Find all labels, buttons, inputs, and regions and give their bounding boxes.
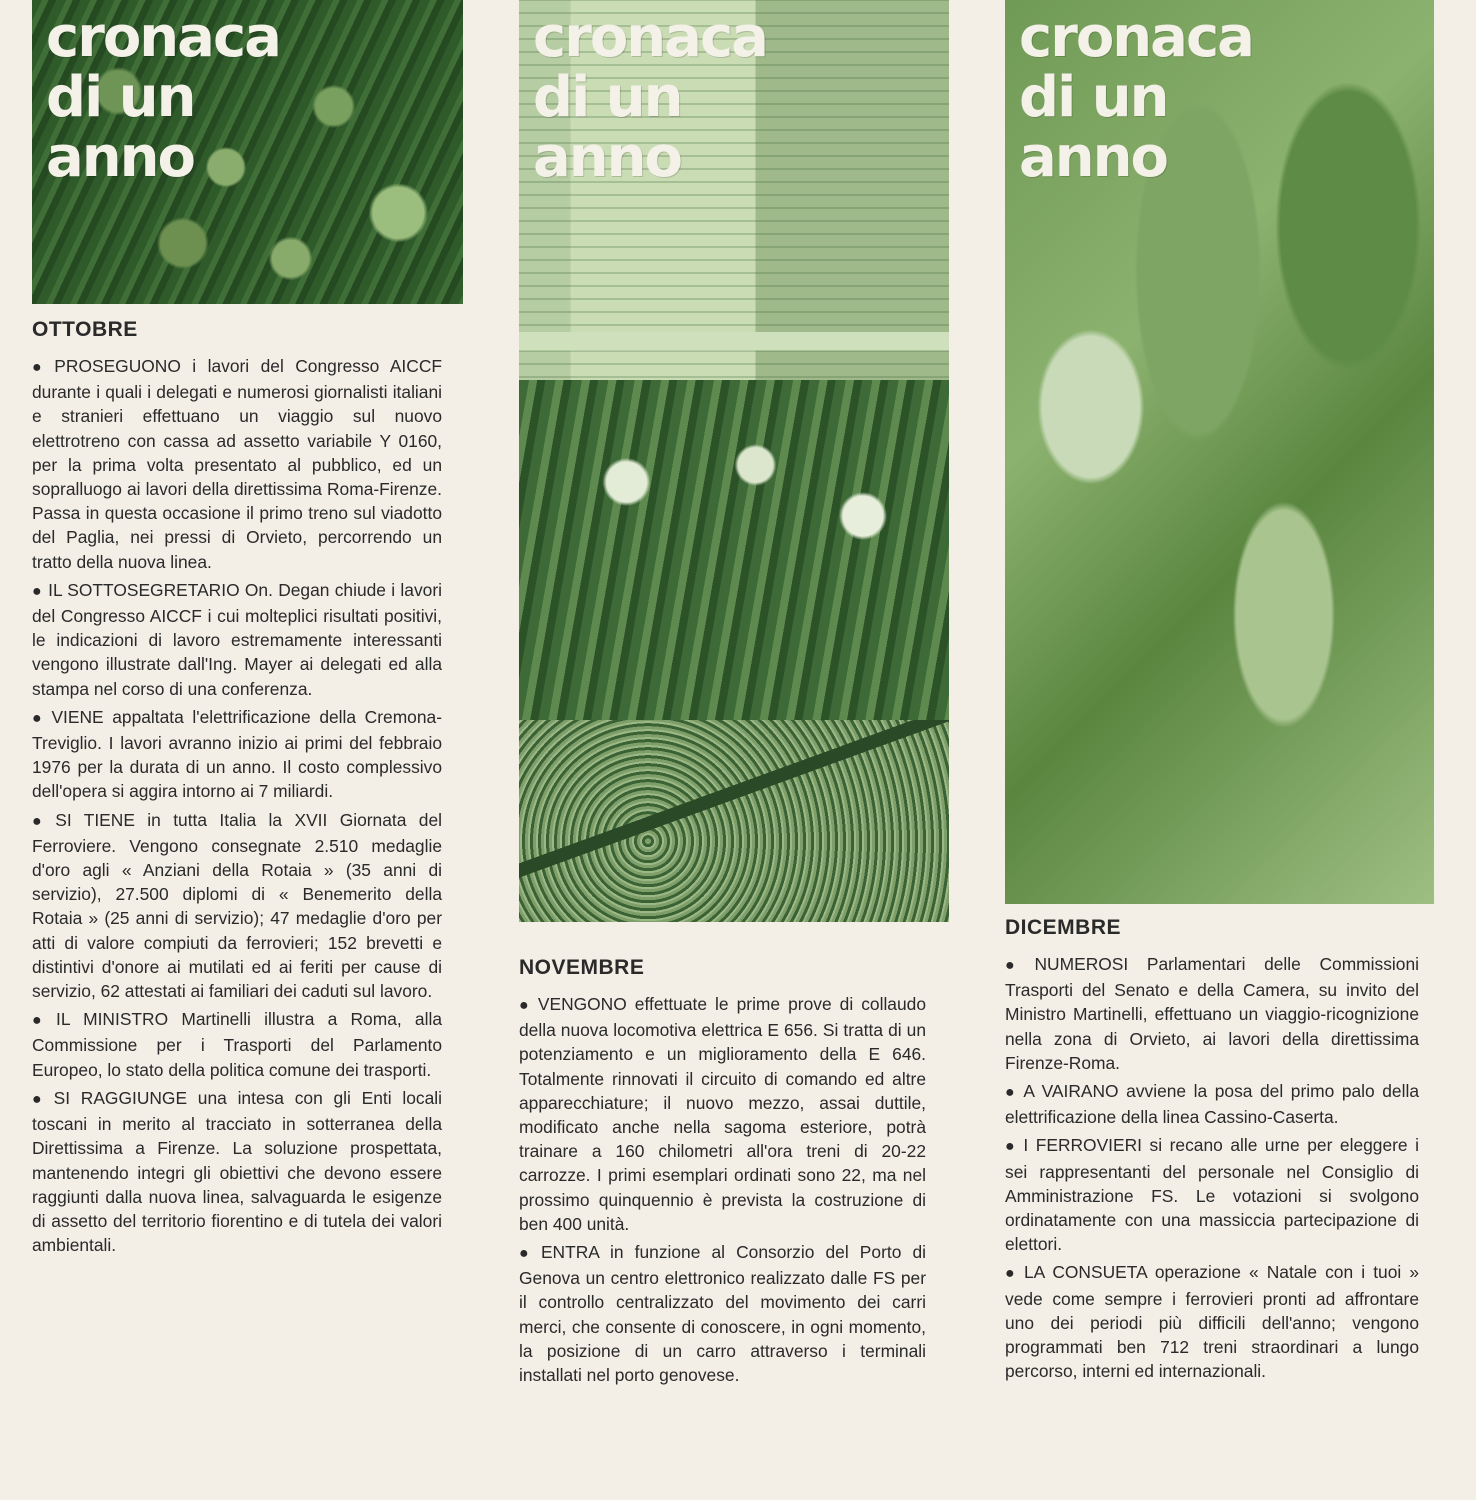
news-item: ● IL SOTTOSEGRETARIO On. Degan chiude i lavori del Congresso AICCF i cui molteplici risultati positivi, le indicazioni di lavoro estremamente interessanti vengono illustrate dall'Ing. Mayer ai delegati ed alla stampa nel corso di una conferenza. bbox=[32, 579, 442, 699]
news-item: ● LA CONSUETA operazione « Natale con i tuoi » vede come sempre i ferrovieri pronti ad affrontare uno dei periodi più difficili dell'anno; vengono programmati ben 712 treni straordinari a lungo percorso, interni ed internazionali. bbox=[1005, 1262, 1419, 1382]
news-item: ● PROSEGUONO i lavori del Congresso AICCF durante i quali i delegati e numerosi giornalisti italiani e stranieri effettuano un viaggio sul nuovo elettrotreno con cassa ad assetto variabile Y 0160, per la prima volta presentato al pubblico, ed un sopralluogo ai lavori della direttissima Roma-Firenze. Passa in questa occasione il primo treno sul viadotto del Paglia, nei pressi di Orvieto, percorrendo un tratto della nuova linea. bbox=[32, 356, 442, 572]
month-heading: NOVEMBRE bbox=[519, 956, 645, 979]
photo-coupling-detail bbox=[1005, 0, 1434, 904]
bullet-icon: ● bbox=[32, 709, 46, 727]
column-ottobre bbox=[32, 318, 442, 1261]
news-item: ● VIENE appaltata l'elettrificazione della Cremona-Treviglio. I lavori avranno inizio ai primi del febbraio 1976 per la durata di un anno. Il costo complessivo dell'opera si aggira intorno ai 7 miliardi. bbox=[32, 706, 442, 802]
bullet-icon: ● bbox=[32, 812, 50, 830]
month-heading: DICEMBRE bbox=[1005, 916, 1122, 939]
crowd-image bbox=[519, 380, 949, 720]
bullet-icon: ● bbox=[1005, 1084, 1018, 1102]
bullet-icon: ● bbox=[1005, 957, 1029, 974]
track-image bbox=[519, 720, 949, 922]
column-novembre bbox=[519, 956, 926, 1391]
news-item: ● ENTRA in funzione al Consorzio del Porto di Genova un centro elettronico realizzato dalle FS per il controllo centralizzato del movimento dei carri merci, che consente di conoscere, in ogni momento, la posizione di un carro attraverso i terminali installati nel porto genovese. bbox=[519, 1242, 926, 1386]
bullet-icon: ● bbox=[519, 997, 532, 1014]
bullet-icon: ● bbox=[32, 582, 43, 600]
column-dicembre bbox=[1005, 916, 1419, 1387]
news-item: ● SI TIENE in tutta Italia la XVII Giornata del Ferroviere. Vengono consegnate 2.510 medaglie d'oro agli « Anziani della Rotaia » (35 anni di servizio), 27.500 diplomi di « Benemerito della Rotaia » (25 anni di servizio); 47 medaglie d'oro per atti di valore compiuti da ferrovieri; 152 brevetti e distintivi d'onore ai mutilati ed ai feriti per cause di servizio, 62 attestati ai familiari dei caduti sul lavoro. bbox=[32, 809, 442, 1002]
bullet-icon: ● bbox=[519, 1245, 535, 1263]
news-item: ● VENGONO effettuate le prime prove di collaudo della nuova locomotiva elettrica E 656. Si tratta di un potenziamento e un miglioramento della E 646. Totalmente rinnovati il circuito di comando ed altre apparecchiature; il nuovo mezzo, assai duttile, modificato anche nella sagoma esteriore, potrà trainare a 160 chilometri all'ora treni di 20-22 carrozze. I primi esemplari ordinati sono 22, ma nel prossimo quinquennio è prevista la costruzione di ben 400 unità. bbox=[519, 994, 926, 1234]
news-item: ● SI RAGGIUNGE una intesa con gli Enti locali toscani in merito al tracciato in sotterranea della Direttissima a Firenze. La soluzione prospettata, mantenendo integri gli obiettivi che devono essere raggiunti dalla nuova linea, salvaguarda le esigenze di assetto del territorio fiorentino e di tutela dei valori ambientali. bbox=[32, 1087, 443, 1256]
bullet-icon: ● bbox=[32, 1090, 48, 1108]
bullet-icon: ● bbox=[1005, 1265, 1018, 1283]
photo-crowd bbox=[32, 0, 463, 304]
photo-station-platform bbox=[519, 0, 949, 922]
bullet-icon: ● bbox=[32, 359, 49, 376]
news-item: ● IL MINISTRO Martinelli illustra a Roma, alla Commissione per i Trasporti del Parlamento Europeo, lo stato della politica comune dei trasporti. bbox=[32, 1009, 442, 1080]
bullet-icon: ● bbox=[1005, 1138, 1018, 1156]
news-item: ● A VAIRANO avviene la posa del primo palo della elettrificazione della linea Cassino-Caserta. bbox=[1005, 1081, 1420, 1128]
news-item: ● NUMEROSI Parlamentari delle Commissioni Trasporti del Senato e della Camera, su invito del Ministro Martinelli, effettuano un viaggio-ricognizione nella zona di Orvieto, ai lavori della direttissima Firenze-Roma. bbox=[1005, 954, 1419, 1073]
bullet-icon: ● bbox=[32, 1012, 51, 1030]
news-item: ● I FERROVIERI si recano alle urne per eleggere i sei rappresentanti del personale nel Consiglio di Amministrazione FS. Le votazioni si svolgono ordinatamente con una massiccia partecipazione di elettori. bbox=[1005, 1135, 1419, 1255]
headline: cronaca di un anno bbox=[46, 5, 280, 190]
month-heading: OTTOBRE bbox=[32, 318, 138, 341]
headline: cronaca di un anno bbox=[1019, 5, 1253, 190]
headline: cronaca di un anno bbox=[533, 5, 767, 190]
